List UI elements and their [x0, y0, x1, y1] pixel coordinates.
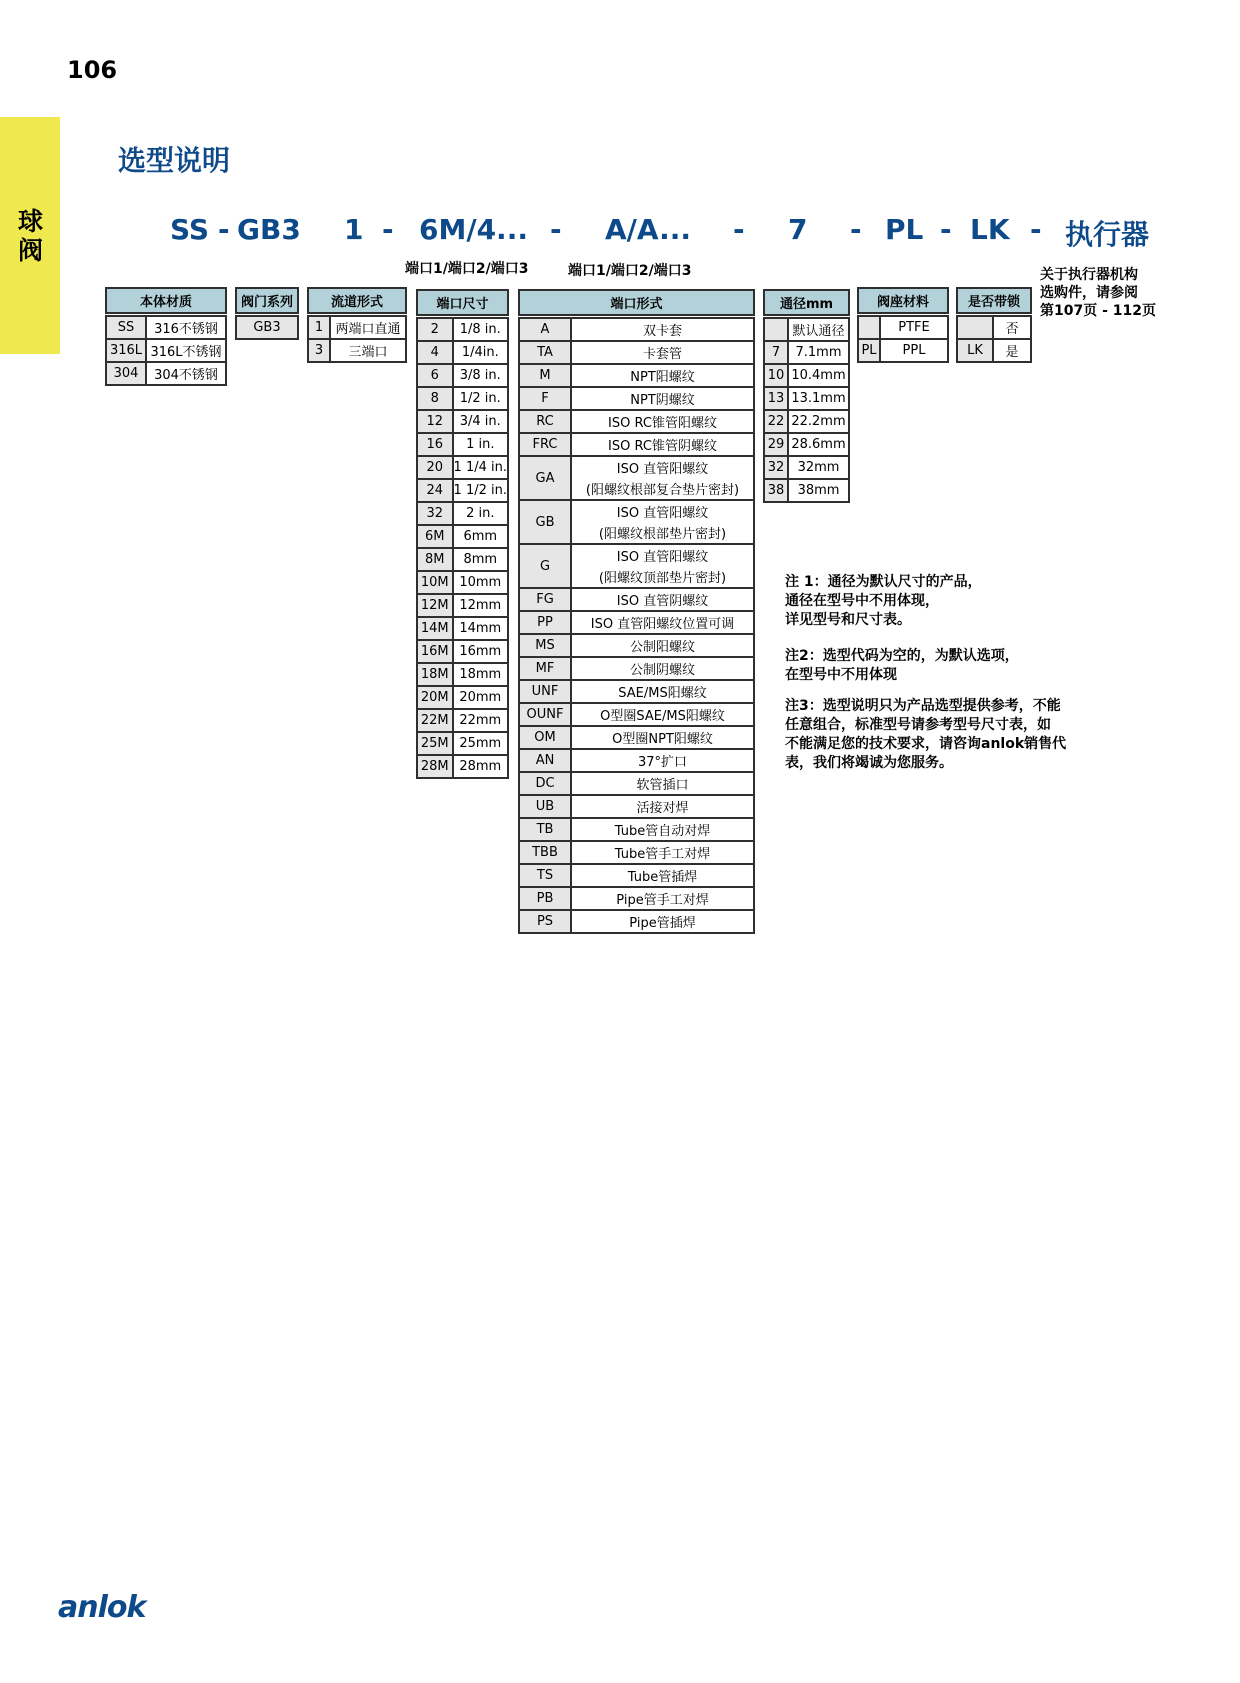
- code-cell: TS: [519, 864, 571, 887]
- code-cell: 32: [764, 456, 788, 479]
- code-cell: PB: [519, 887, 571, 910]
- table-row: [417, 617, 508, 640]
- code-cell: LK: [957, 339, 993, 362]
- desc-cell: 默认通径: [788, 318, 849, 341]
- desc-cell: 22.2mm: [788, 410, 849, 433]
- port-size-table: [416, 289, 509, 779]
- flow-pattern-table: [307, 287, 407, 363]
- desc-cell: ISO 直管阴螺纹: [571, 588, 754, 611]
- code-actuator: 执行器: [1065, 218, 1150, 251]
- table-row: [519, 910, 754, 933]
- page-title: 选型说明: [118, 144, 231, 177]
- desc-cell: (阳螺纹顶部垫片密封): [571, 566, 754, 588]
- code-lock: LK: [970, 213, 1010, 246]
- desc-cell: 25mm: [453, 732, 508, 755]
- table-row: [764, 456, 849, 479]
- table-header: 流道形式: [308, 288, 406, 313]
- anlok-logo: anlok: [58, 1590, 146, 1625]
- code-sep: -: [550, 213, 562, 246]
- table-header: 本体材质: [106, 288, 226, 313]
- desc-cell: 13.1mm: [788, 387, 849, 410]
- table-row: [519, 544, 754, 566]
- code-cell: 2: [417, 318, 453, 341]
- desc-cell: 38mm: [788, 479, 849, 502]
- note-2: [785, 647, 1019, 685]
- code-sep: -: [850, 213, 862, 246]
- desc-cell: (阳螺纹根部复合垫片密封): [571, 478, 754, 500]
- desc-cell: 2 in.: [453, 502, 508, 525]
- desc-cell: 公制阳螺纹: [571, 634, 754, 657]
- table-row: [519, 703, 754, 726]
- page-number: 106: [67, 56, 118, 84]
- note-line: 第107页 - 112页: [1040, 303, 1157, 319]
- note-3: [785, 697, 1066, 773]
- desc-cell: 20mm: [453, 686, 508, 709]
- table-row: [417, 548, 508, 571]
- desc-cell: NPT阴螺纹: [571, 387, 754, 410]
- side-tab-char-2: 阀: [18, 236, 44, 265]
- desc-cell: 否: [993, 316, 1031, 339]
- code-series: GB3: [237, 213, 301, 246]
- table-row: [417, 525, 508, 548]
- table-row: [417, 640, 508, 663]
- code-cell: FRC: [519, 433, 571, 456]
- seat-material-table: [857, 287, 949, 363]
- table-row: [417, 686, 508, 709]
- desc-cell: Pipe管插焊: [571, 910, 754, 933]
- desc-cell: 8mm: [453, 548, 508, 571]
- code-cell: G: [519, 544, 571, 588]
- code-cell: 28M: [417, 755, 453, 778]
- desc-cell: ISO RC锥管阳螺纹: [571, 410, 754, 433]
- desc-cell: 316不锈钢: [146, 316, 226, 339]
- note-line: 表，我们将竭诚为您服务。: [785, 755, 953, 771]
- code-cell: 1: [308, 316, 330, 339]
- desc-cell: 22mm: [453, 709, 508, 732]
- desc-cell: Pipe管手工对焊: [571, 887, 754, 910]
- note-line: 不能满足您的技术要求，请咨询anlok销售代: [785, 736, 1067, 752]
- desc-cell: 卡套管: [571, 341, 754, 364]
- bore-table: [763, 289, 850, 503]
- table-row: [519, 433, 754, 456]
- desc-cell: 28mm: [453, 755, 508, 778]
- code-sep: -: [733, 213, 745, 246]
- desc-cell: NPT阳螺纹: [571, 364, 754, 387]
- code-cell: 8: [417, 387, 453, 410]
- desc-cell: PPL: [880, 339, 948, 362]
- note-line: 选购件，请参阅: [1040, 285, 1138, 301]
- desc-cell: ISO RC锥管阴螺纹: [571, 433, 754, 456]
- code-cell: UB: [519, 795, 571, 818]
- body-material-table: [105, 287, 227, 386]
- code-material: SS: [170, 213, 210, 246]
- lock-table: [956, 287, 1032, 363]
- code-cell: MS: [519, 634, 571, 657]
- code-cell: 14M: [417, 617, 453, 640]
- table-row: [519, 387, 754, 410]
- table-row: [417, 318, 508, 341]
- table-row: [417, 387, 508, 410]
- code-cell: MF: [519, 657, 571, 680]
- desc-cell: 10.4mm: [788, 364, 849, 387]
- table-row: [519, 680, 754, 703]
- code-cell: TBB: [519, 841, 571, 864]
- table-row: [417, 433, 508, 456]
- code-flow: 1: [344, 213, 364, 246]
- desc-cell: PTFE: [880, 316, 948, 339]
- table-row: [417, 479, 508, 502]
- table-header: 阀门系列: [236, 288, 298, 313]
- valve-series-table: [235, 287, 299, 340]
- desc-cell: Tube管插焊: [571, 864, 754, 887]
- table-row: [417, 502, 508, 525]
- code-cell: RC: [519, 410, 571, 433]
- code-bore: 7: [788, 213, 808, 246]
- desc-cell: SAE/MS阳螺纹: [571, 680, 754, 703]
- table-row: [764, 410, 849, 433]
- desc-cell: 304不锈钢: [146, 362, 226, 385]
- desc-cell: 37°扩口: [571, 749, 754, 772]
- table-row: [519, 611, 754, 634]
- table-row: [764, 364, 849, 387]
- table-row: [764, 318, 849, 341]
- code-cell: 316L: [106, 339, 146, 362]
- code-cell: FG: [519, 588, 571, 611]
- code-cell: F: [519, 387, 571, 410]
- code-cell: OUNF: [519, 703, 571, 726]
- code-cell: GB3: [236, 316, 298, 339]
- code-cell: M: [519, 364, 571, 387]
- desc-cell: 软管插口: [571, 772, 754, 795]
- table-row: [519, 749, 754, 772]
- table-header: 阀座材料: [858, 288, 948, 313]
- note-line: 详见型号和尺寸表。: [785, 612, 911, 628]
- table-header: 通径mm: [764, 290, 849, 315]
- table-row: [519, 772, 754, 795]
- port-type-table: [518, 289, 755, 934]
- code-cell: 13: [764, 387, 788, 410]
- code-sep: -: [940, 213, 952, 246]
- code-cell: 12M: [417, 594, 453, 617]
- table-row: [764, 433, 849, 456]
- code-cell: 38: [764, 479, 788, 502]
- table-row: [519, 726, 754, 749]
- desc-cell: 活接对焊: [571, 795, 754, 818]
- table-row: [519, 864, 754, 887]
- side-tab-char-1: 球: [18, 207, 44, 236]
- desc-cell: Tube管手工对焊: [571, 841, 754, 864]
- table-row: [519, 456, 754, 478]
- table-row: [764, 479, 849, 502]
- table-row: [417, 364, 508, 387]
- code-cell: [858, 316, 880, 339]
- code-cell: [957, 316, 993, 339]
- desc-cell: 1 1/2 in.: [453, 479, 508, 502]
- desc-cell: 双卡套: [571, 318, 754, 341]
- note-1: [785, 573, 982, 630]
- code-cell: OM: [519, 726, 571, 749]
- desc-cell: 7.1mm: [788, 341, 849, 364]
- table-header: 端口形式: [519, 290, 754, 315]
- code-cell: 20M: [417, 686, 453, 709]
- desc-cell: 3/4 in.: [453, 410, 508, 433]
- table-row: [764, 341, 849, 364]
- side-tab: [0, 117, 60, 354]
- table-row: [417, 410, 508, 433]
- desc-cell: 1/2 in.: [453, 387, 508, 410]
- note-line: 注3：选型说明只为产品选型提供参考，不能: [785, 698, 1061, 714]
- code-cell: AN: [519, 749, 571, 772]
- table-row: [519, 657, 754, 680]
- actuator-note: [1040, 266, 1156, 320]
- code-cell: 29: [764, 433, 788, 456]
- note-line: 在型号中不用体现: [785, 667, 897, 683]
- table-row: [519, 500, 754, 522]
- code-port-size: 6M/4...: [419, 213, 528, 246]
- code-cell: [764, 318, 788, 341]
- code-cell: 32: [417, 502, 453, 525]
- code-cell: 3: [308, 339, 330, 362]
- code-cell: 4: [417, 341, 453, 364]
- code-cell: 7: [764, 341, 788, 364]
- desc-cell: 316L不锈钢: [146, 339, 226, 362]
- desc-cell: 16mm: [453, 640, 508, 663]
- code-cell: 16M: [417, 640, 453, 663]
- code-sep: -: [1030, 213, 1042, 246]
- code-cell: 20: [417, 456, 453, 479]
- code-cell: 24: [417, 479, 453, 502]
- desc-cell: 1 in.: [453, 433, 508, 456]
- desc-cell: 公制阴螺纹: [571, 657, 754, 680]
- table-row: [417, 732, 508, 755]
- code-port-type: A/A...: [605, 213, 691, 246]
- desc-cell: 1/4in.: [453, 341, 508, 364]
- note-line: 通径在型号中不用体现，: [785, 593, 939, 609]
- desc-cell: 12mm: [453, 594, 508, 617]
- code-sep: -: [382, 213, 394, 246]
- code-cell: 12: [417, 410, 453, 433]
- code-cell: PL: [858, 339, 880, 362]
- table-row: [519, 841, 754, 864]
- desc-cell: ISO 直管阳螺纹: [571, 456, 754, 478]
- table-row: [417, 456, 508, 479]
- code-seat: PL: [885, 213, 924, 246]
- desc-cell: 18mm: [453, 663, 508, 686]
- desc-cell: ISO 直管阳螺纹位置可调: [571, 611, 754, 634]
- code-cell: 22M: [417, 709, 453, 732]
- table-row: [519, 795, 754, 818]
- table-row: [764, 387, 849, 410]
- desc-cell: 28.6mm: [788, 433, 849, 456]
- note-line: 注 1：通径为默认尺寸的产品，: [785, 574, 982, 590]
- code-cell: GB: [519, 500, 571, 544]
- code-cell: 6M: [417, 525, 453, 548]
- desc-cell: 是: [993, 339, 1031, 362]
- code-cell: 22: [764, 410, 788, 433]
- table-row: [519, 818, 754, 841]
- code-cell: DC: [519, 772, 571, 795]
- desc-cell: 6mm: [453, 525, 508, 548]
- code-cell: GA: [519, 456, 571, 500]
- table-row: [519, 364, 754, 387]
- code-cell: 6: [417, 364, 453, 387]
- port-size-label: 端口1/端口2/端口3: [405, 261, 529, 277]
- code-sep: -: [218, 213, 230, 246]
- desc-cell: 32mm: [788, 456, 849, 479]
- table-row: [519, 588, 754, 611]
- code-cell: UNF: [519, 680, 571, 703]
- note-line: 任意组合，标准型号请参考型号尺寸表，如: [785, 717, 1051, 733]
- code-cell: 304: [106, 362, 146, 385]
- table-row: [417, 571, 508, 594]
- table-row: [519, 410, 754, 433]
- code-cell: TB: [519, 818, 571, 841]
- code-cell: 25M: [417, 732, 453, 755]
- table-row: [417, 341, 508, 364]
- desc-cell: 14mm: [453, 617, 508, 640]
- desc-cell: Tube管自动对焊: [571, 818, 754, 841]
- desc-cell: O型圈NPT阳螺纹: [571, 726, 754, 749]
- table-row: [417, 663, 508, 686]
- code-cell: SS: [106, 316, 146, 339]
- table-row: [519, 341, 754, 364]
- code-cell: A: [519, 318, 571, 341]
- desc-cell: 两端口直通: [330, 316, 406, 339]
- desc-cell: 1 1/4 in.: [453, 456, 508, 479]
- table-header: 端口尺寸: [417, 290, 508, 315]
- note-line: 关于执行器机构: [1040, 267, 1138, 283]
- desc-cell: ISO 直管阳螺纹: [571, 500, 754, 522]
- desc-cell: 三端口: [330, 339, 406, 362]
- code-cell: 10: [764, 364, 788, 387]
- table-row: [417, 594, 508, 617]
- table-row: [519, 887, 754, 910]
- desc-cell: (阳螺纹根部垫片密封): [571, 522, 754, 544]
- code-cell: PP: [519, 611, 571, 634]
- table-row: [417, 755, 508, 778]
- desc-cell: 1/8 in.: [453, 318, 508, 341]
- code-cell: 10M: [417, 571, 453, 594]
- table-row: [417, 709, 508, 732]
- code-cell: TA: [519, 341, 571, 364]
- desc-cell: 3/8 in.: [453, 364, 508, 387]
- desc-cell: ISO 直管阳螺纹: [571, 544, 754, 566]
- table-header: 是否带锁: [957, 288, 1031, 313]
- table-row: [519, 318, 754, 341]
- table-row: [519, 634, 754, 657]
- code-cell: PS: [519, 910, 571, 933]
- code-cell: 8M: [417, 548, 453, 571]
- desc-cell: O型圈SAE/MS阳螺纹: [571, 703, 754, 726]
- note-line: 注2：选型代码为空的，为默认选项，: [785, 648, 1019, 664]
- port-type-label: 端口1/端口2/端口3: [568, 263, 692, 279]
- desc-cell: 10mm: [453, 571, 508, 594]
- code-cell: 18M: [417, 663, 453, 686]
- code-cell: 16: [417, 433, 453, 456]
